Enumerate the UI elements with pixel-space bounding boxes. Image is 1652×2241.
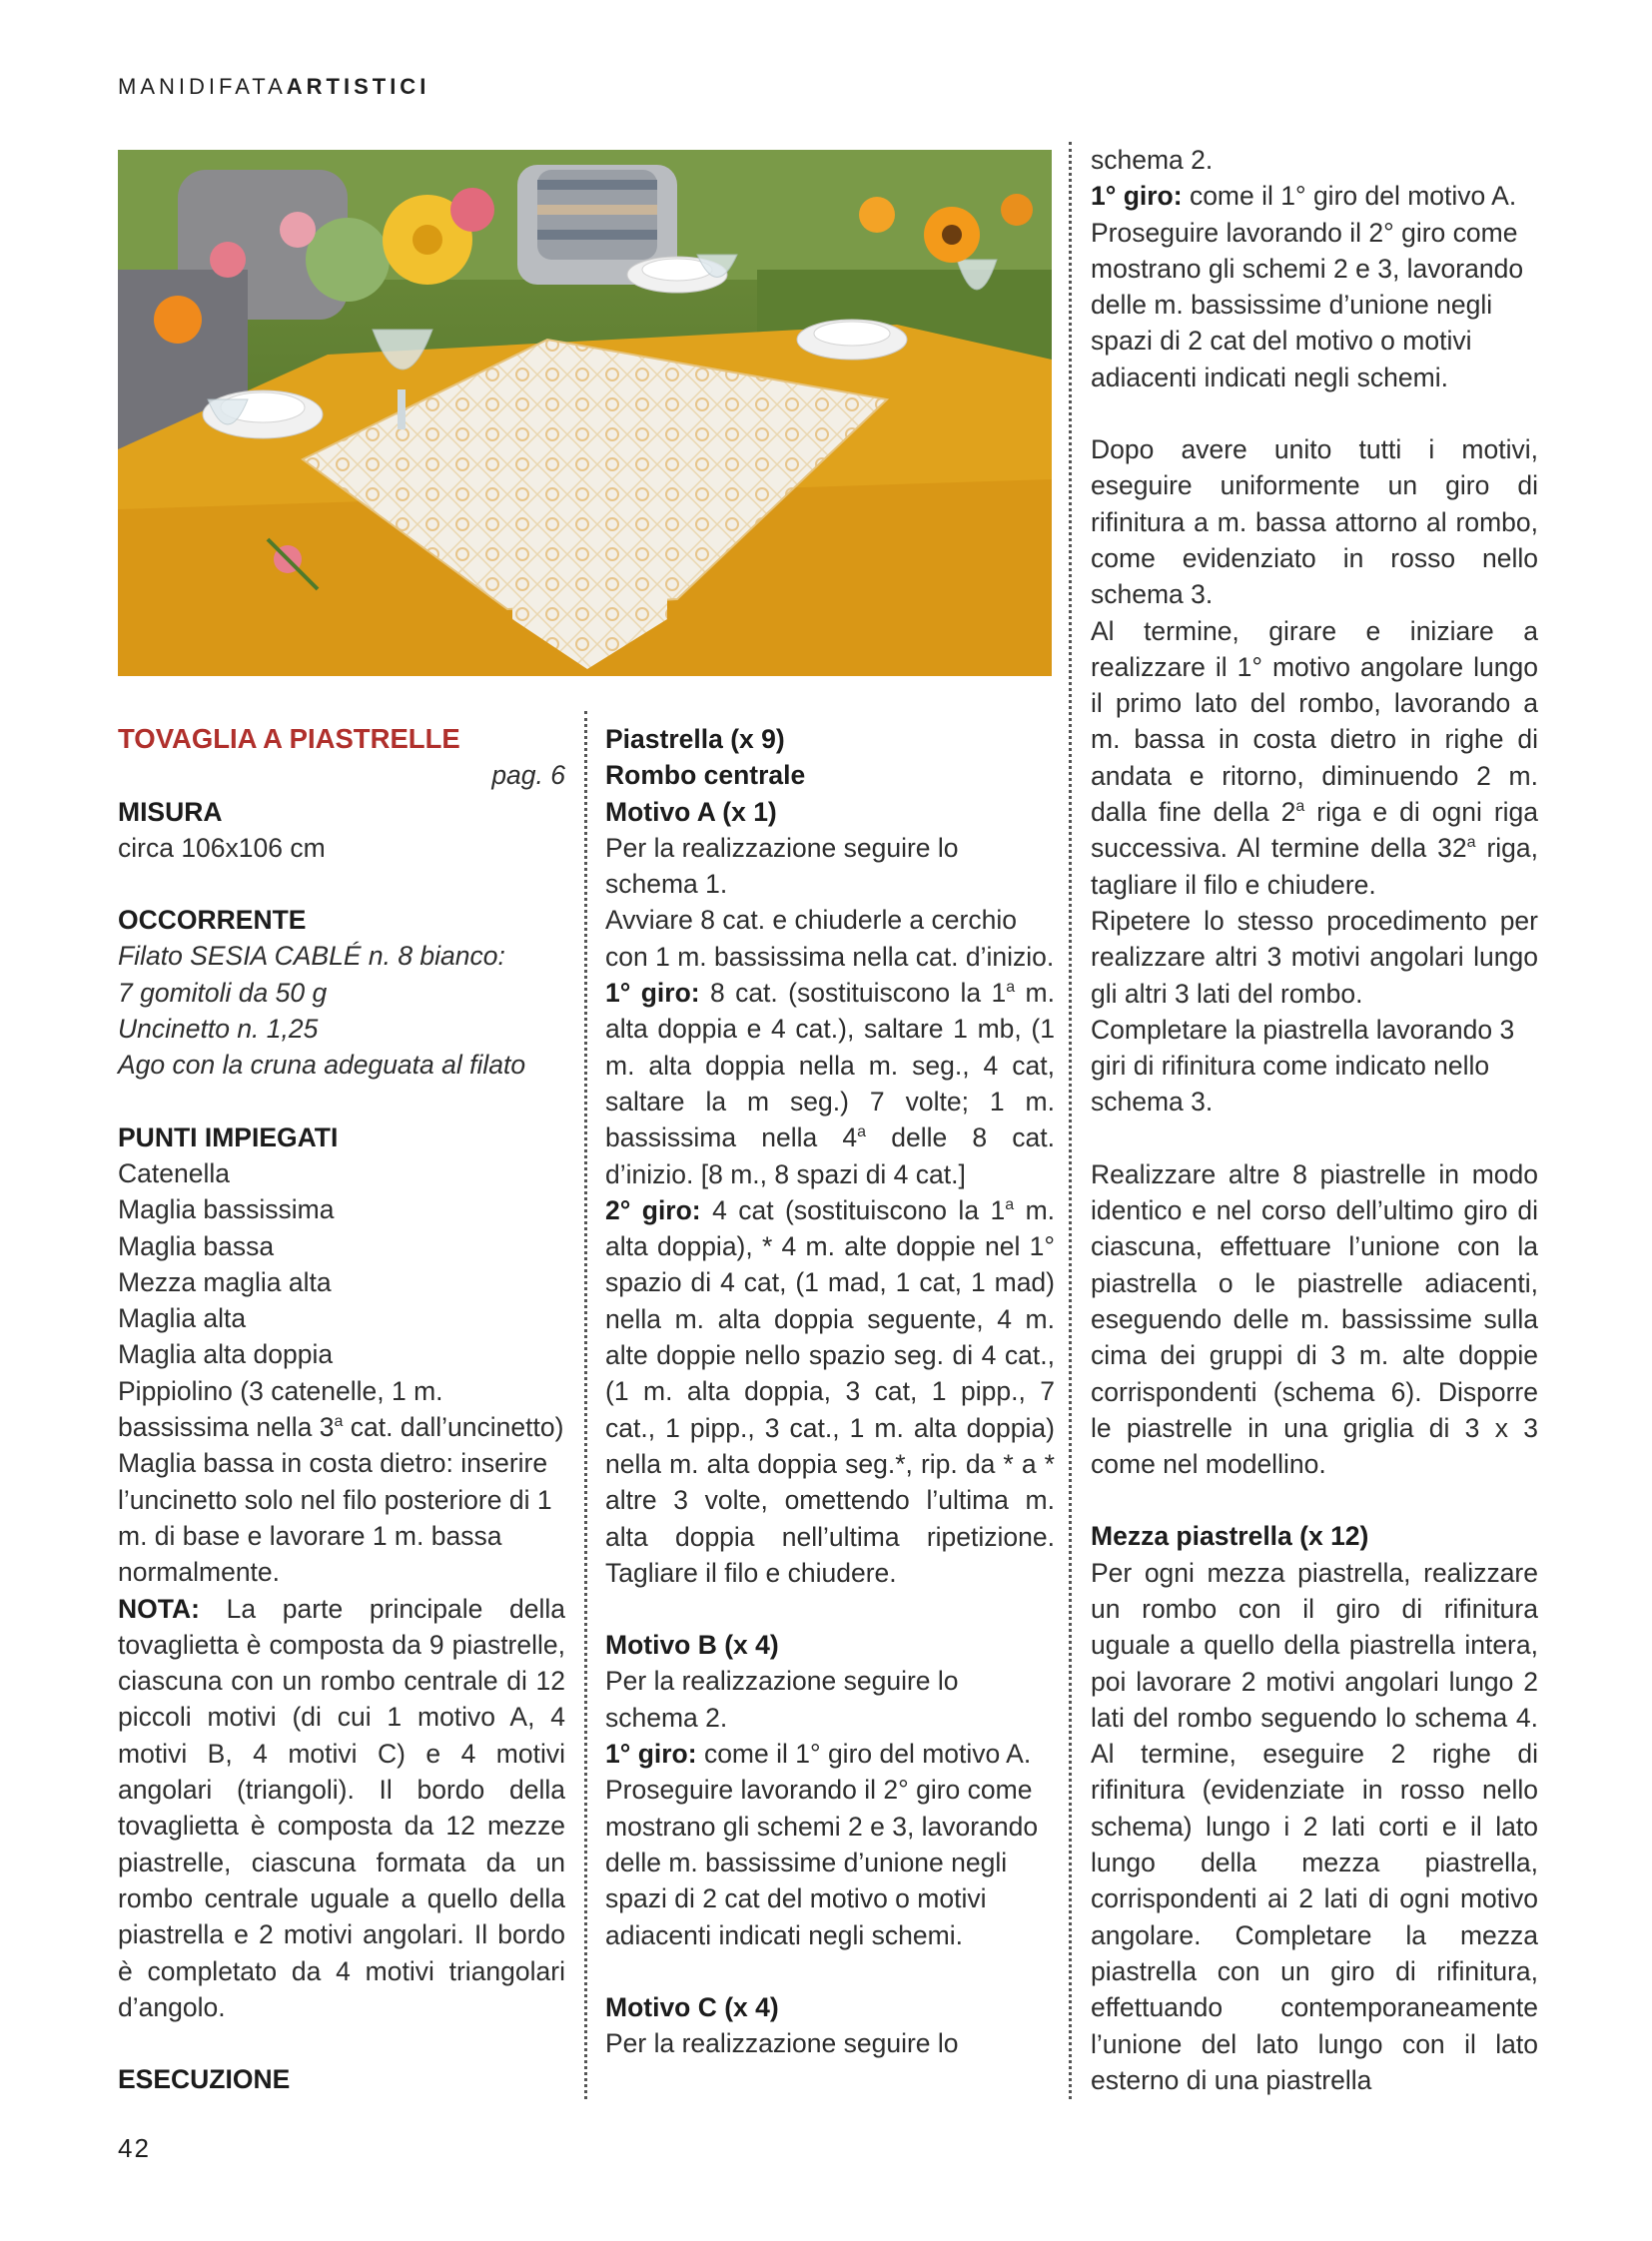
completare-paragraph: Completare la piastrella lavorando 3 giri di rifinitura come indicato nello schema 3. — [1091, 1014, 1515, 1118]
magazine-header — [118, 74, 429, 100]
nota-paragraph: NOTA: La parte principale della tovaglietta è composta da 9 piastrelle, ciascuna con un rombo centrale di 12 piccoli motivi (di cui 1 motivo A, 4 motivi B, 4 motivi C) e 4 motivi angolari (triangoli). Il bordo della tovaglietta è composta da 12 mezze piastrelle, ciascuna formata da un rombo centrale uguale a quello della piastrella e 2 motivi angolari. Il bordo è completato da 4 motivi triangolari d’angolo. — [118, 1593, 565, 2022]
motivo-c-giro-1: 1° giro: come il 1° giro del motivo A. — [1091, 181, 1517, 212]
section-heading-punti: PUNTI IMPIEGATI — [118, 1121, 339, 1152]
page-reference: pag. 6 — [491, 760, 565, 791]
motivo-c-text: Proseguire lavorando il 2° giro come mostrano gli schemi 2 e 3, lavorando delle m. bassissime d’unione negli spazi di 2 cat del motivo o motivi adiacenti indicati negli schemi. — [1091, 217, 1524, 392]
article-title: TOVAGLIA A PIASTRELLE — [118, 723, 460, 754]
occorrente-item: Filato SESIA CABLÉ n. 8 bianco: — [118, 941, 505, 972]
rifinitura-paragraph: Dopo avere unito tutti i motivi, eseguire uniformente un giro di rifinitura a m. bassa attorno al rombo, come evidenziato in rosso nello schema 3. — [1091, 434, 1538, 610]
column-divider — [584, 711, 587, 2099]
motivo-b-giro-1: 1° giro: come il 1° giro del motivo A. — [605, 1739, 1032, 1770]
column-2 — [605, 721, 1055, 2061]
subheading-piastrella: Piastrella (x 9) — [605, 724, 785, 754]
column-1 — [118, 721, 565, 2097]
motivo-b-intro: Per la realizzazione seguire lo schema 2. — [605, 1666, 959, 1733]
punto-item: Catenella — [118, 1157, 230, 1188]
page-number: 42 — [118, 2133, 151, 2163]
occorrente-item: 7 gomitoli da 50 g — [118, 977, 328, 1008]
nota-label: NOTA: — [118, 1593, 200, 1624]
punto-pippiolino: Pippiolino (3 catenelle, 1 m. bassissima nella 3$^a$ cat. dall’uncinetto) — [118, 1375, 564, 1443]
motivo-a-intro: Per la realizzazione seguire lo schema 1. — [605, 832, 959, 900]
motivo-c-continued: schema 2. — [1091, 145, 1214, 175]
column-3 — [1091, 142, 1538, 2098]
section-heading-esecuzione: ESECUZIONE — [118, 2064, 291, 2095]
punto-item: Mezza maglia alta — [118, 1266, 332, 1297]
tablecloth-photo — [118, 150, 1052, 676]
subheading-mezza-piastrella: Mezza piastrella (x 12) — [1091, 1521, 1369, 1552]
punto-item: Maglia alta — [118, 1303, 247, 1334]
realizzare-paragraph: Realizzare altre 8 piastrelle in modo identico e nel corso dell’ultimo giro di ciascuna, effettuare l’unione con la piastrella o le piastrelle adiacenti, eseguendo delle m. bassissime sulla cima dei gruppi di 3 m. alte doppie corrispondenti (schema 6). Disporre le piastrelle in una griglia di 3 x 3 come nel modellino. — [1091, 1158, 1538, 1480]
header-brand-bold: ARTISTICI — [286, 74, 430, 99]
punto-item: Maglia bassissima — [118, 1194, 335, 1225]
ripetere-paragraph: Ripetere lo stesso procedimento per realizzare altri 3 motivi angolari lungo gli altri 3 lati del rombo. — [1091, 905, 1538, 1009]
mezza-piastrella-paragraph: Per ogni mezza piastrella, realizzare un rombo con il giro di rifinitura uguale a quello della piastrella intera, poi lavorare 2 motivi angolari lungo 2 lati del rombo seguendo lo schema 4. Al termine, eseguire 2 righe di rifinitura (evidenziate in rosso nello schema) lungo i 2 lati corti e il lato lungo della mezza piastrella, corrispondenti ai 2 lati di ogni motivo angolare. Completare la mezza piastrella con un giro di rifinitura, effettuando contemporaneamente l’unione del lato lungo con il lato esterno di una piastrella — [1091, 1557, 1538, 2095]
motivo-b-text: Proseguire lavorando il 2° giro come mostrano gli schemi 2 e 3, lavorando delle m. bassissime d’unione negli spazi di 2 cat del motivo o motivi adiacenti indicati negli schemi. — [605, 1775, 1039, 1950]
motivo-a-giro-1: 1° giro: 8 cat. (sostituiscono la 1$^a$ m. alta doppia e 4 cat.), saltare 1 mb, (1 m. alta doppia nella m. seg., 4 cat, saltare la m seg.) 7 volte; 1 m. bassissima nella 4$^a$ delle 8 cat. d’inizio. [8 m., 8 spazi di 4 cat.] — [605, 978, 1055, 1189]
punto-costa: Maglia bassa in costa dietro: inserire l’uncinetto solo nel filo posteriore di 1 m. di base e lavorare 1 m. bassa normalmente. — [118, 1448, 552, 1588]
column-divider — [1069, 142, 1072, 2099]
punto-item: Maglia bassa — [118, 1230, 275, 1261]
section-heading-misura: MISURA — [118, 796, 223, 827]
header-brand-regular: MANIDIFATA — [118, 74, 287, 99]
subheading-rombo: Rombo centrale — [605, 760, 806, 791]
motivo-c-intro: Per la realizzazione seguire lo — [605, 2028, 959, 2059]
occorrente-item: Ago con la cruna adeguata al filato — [118, 1050, 526, 1081]
misura-text: circa 106x106 cm — [118, 832, 326, 863]
section-heading-occorrente: OCCORRENTE — [118, 905, 307, 936]
subheading-motivo-a: Motivo A (x 1) — [605, 796, 777, 827]
motivo-a-giro-2: 2° giro: 4 cat (sostituiscono la 1$^a$ m. alta doppia), * 4 m. alte doppie nel 1° spazio di 4 cat, (1 mad, 1 cat, 1 mad) nella m. alta doppia seguente, 4 m. alte doppie nello spazio seg. di 4 cat., (1 m. alta doppia, 3 cat, 1 pipp., 7 cat., 1 pipp., 3 cat., 1 m. alta doppia) nella m. alta doppia seg.*, rip. da * a * altre 3 volte, omettendo l’ultima m. alta doppia nell’ultima ripetizione. Tagliare il filo e chiudere. — [605, 1194, 1056, 1588]
occorrente-item: Uncinetto n. 1,25 — [118, 1014, 319, 1045]
punto-item: Maglia alta doppia — [118, 1339, 334, 1370]
subheading-motivo-b: Motivo B (x 4) — [605, 1630, 779, 1661]
motivo-angolare-paragraph: Al termine, girare e iniziare a realizzare il 1° motivo angolare lungo il primo lato del rombo, lavorando a m. bassa in costa dietro in righe di andata e ritorno, diminuendo 2 m. dalla fine della 2$^a$ riga e di ogni riga successiva. Al termine della 32$^a$ riga, tagliare il filo e chiudere. — [1091, 615, 1539, 900]
subheading-motivo-c: Motivo C (x 4) — [605, 1991, 779, 2022]
motivo-a-avvio: Avviare 8 cat. e chiuderle a cerchio con 1 m. bassissima nella cat. d’inizio. — [605, 905, 1055, 972]
